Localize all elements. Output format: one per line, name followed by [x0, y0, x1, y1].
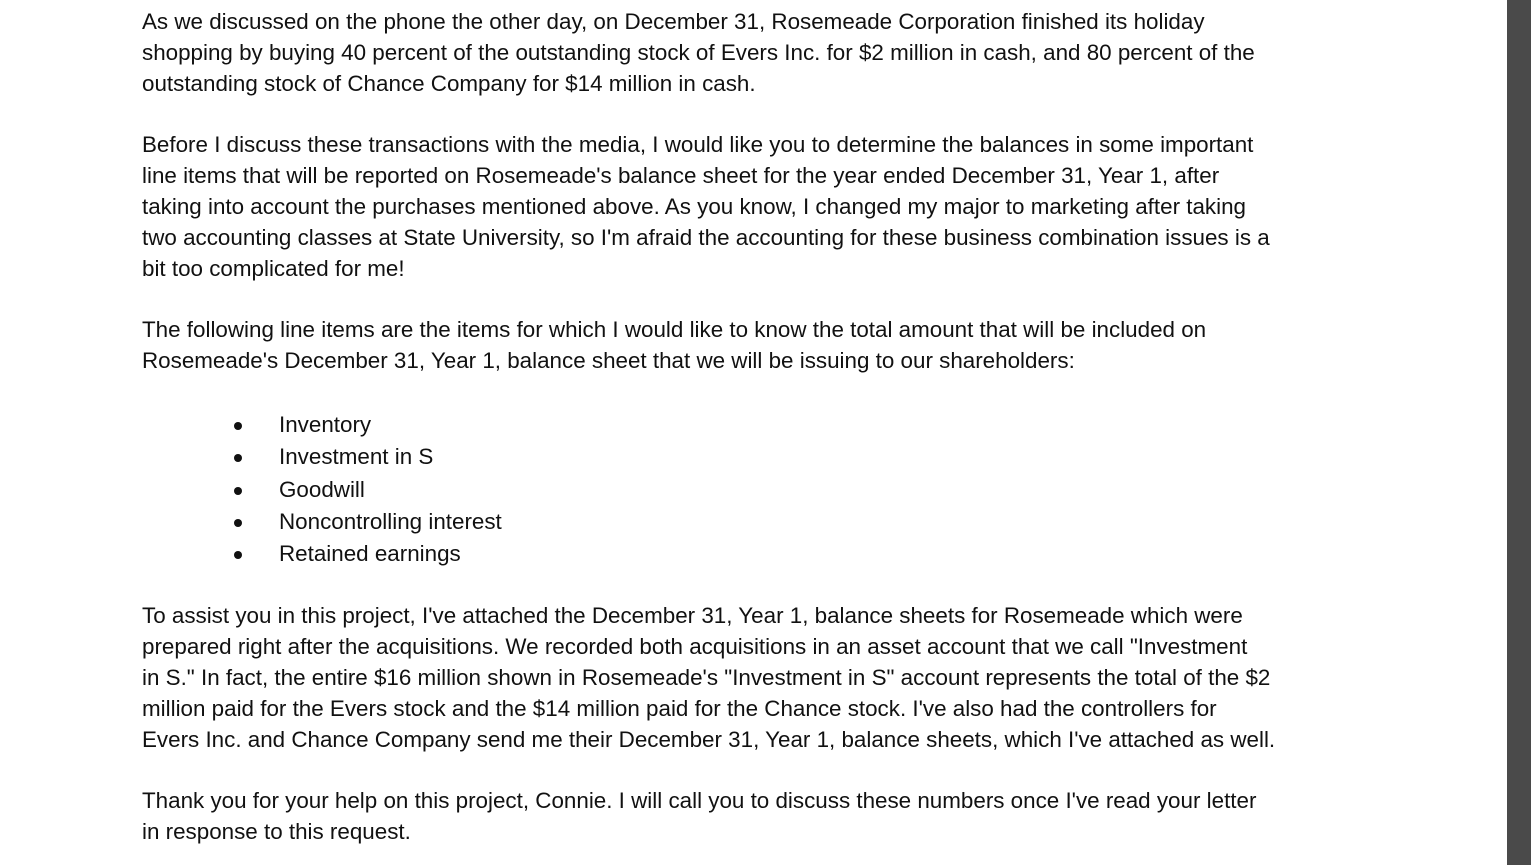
line-items-list	[142, 409, 1332, 570]
paragraph-request	[142, 129, 1332, 284]
list-item-label: Goodwill	[279, 476, 365, 502]
bullet-icon	[234, 454, 242, 462]
paragraph-acquisitions	[142, 6, 1332, 99]
vertical-scrollbar[interactable]	[1507, 0, 1531, 865]
text-line: in response to this request.	[142, 819, 411, 845]
bullet-icon	[234, 422, 242, 430]
bullet-icon	[234, 551, 242, 559]
bullet-icon	[234, 519, 242, 527]
list-item-label: Noncontrolling interest	[279, 508, 502, 534]
list-item	[142, 474, 1332, 506]
paragraph-closing	[142, 785, 1332, 847]
text-line: prepared right after the acquisitions. We recorded both acquisitions in an asset account that we call "Investment	[142, 634, 1248, 660]
letter-body	[142, 6, 1332, 865]
paragraph-line-items-intro	[142, 314, 1332, 376]
list-item-label: Investment in S	[279, 444, 434, 470]
text-line: To assist you in this project, I've attached the December 31, Year 1, balance sheets for Rosemeade which were	[142, 603, 1243, 629]
text-line: bit too complicated for me!	[142, 256, 405, 281]
text-line: shopping by buying 40 percent of the outstanding stock of Evers Inc. for $2 million in cash, and 80 percent of the	[142, 40, 1255, 65]
list-item	[142, 538, 1332, 570]
paragraph-attachments	[142, 600, 1332, 755]
text-line: The following line items are the items for which I would like to know the total amount that will be included on	[142, 317, 1207, 342]
list-item	[142, 441, 1332, 473]
list-item	[142, 409, 1332, 441]
bullet-icon	[234, 487, 242, 495]
list-item	[142, 506, 1332, 538]
text-line: As we discussed on the phone the other day, on December 31, Rosemeade Corporation finished its holiday	[142, 9, 1205, 34]
list-item-label: Retained earnings	[279, 541, 461, 567]
text-line: Before I discuss these transactions with the media, I would like you to determine the balances in some important	[142, 132, 1254, 157]
text-line: million paid for the Evers stock and the $14 million paid for the Chance stock. I've also had the controllers for	[142, 696, 1217, 722]
text-line: outstanding stock of Chance Company for $14 million in cash.	[142, 71, 756, 96]
text-line: Thank you for your help on this project, Connie. I will call you to discuss these numbers once I've read your letter	[142, 788, 1257, 814]
text-line: Evers Inc. and Chance Company send me their December 31, Year 1, balance sheets, which I've attached as well.	[142, 727, 1276, 753]
text-line: Rosemeade's December 31, Year 1, balance sheet that we will be issuing to our shareholders:	[142, 348, 1075, 373]
text-line: taking into account the purchases mentioned above. As you know, I changed my major to marketing after taking	[142, 194, 1246, 219]
text-line: line items that will be reported on Rosemeade's balance sheet for the year ended December 31, Year 1, after	[142, 163, 1220, 188]
list-item-label: Inventory	[279, 412, 372, 437]
text-line: two accounting classes at State University, so I'm afraid the accounting for these business combination issues is a	[142, 225, 1270, 250]
text-line: in S." In fact, the entire $16 million shown in Rosemeade's "Investment in S" account represents the total of the $2	[142, 665, 1271, 691]
